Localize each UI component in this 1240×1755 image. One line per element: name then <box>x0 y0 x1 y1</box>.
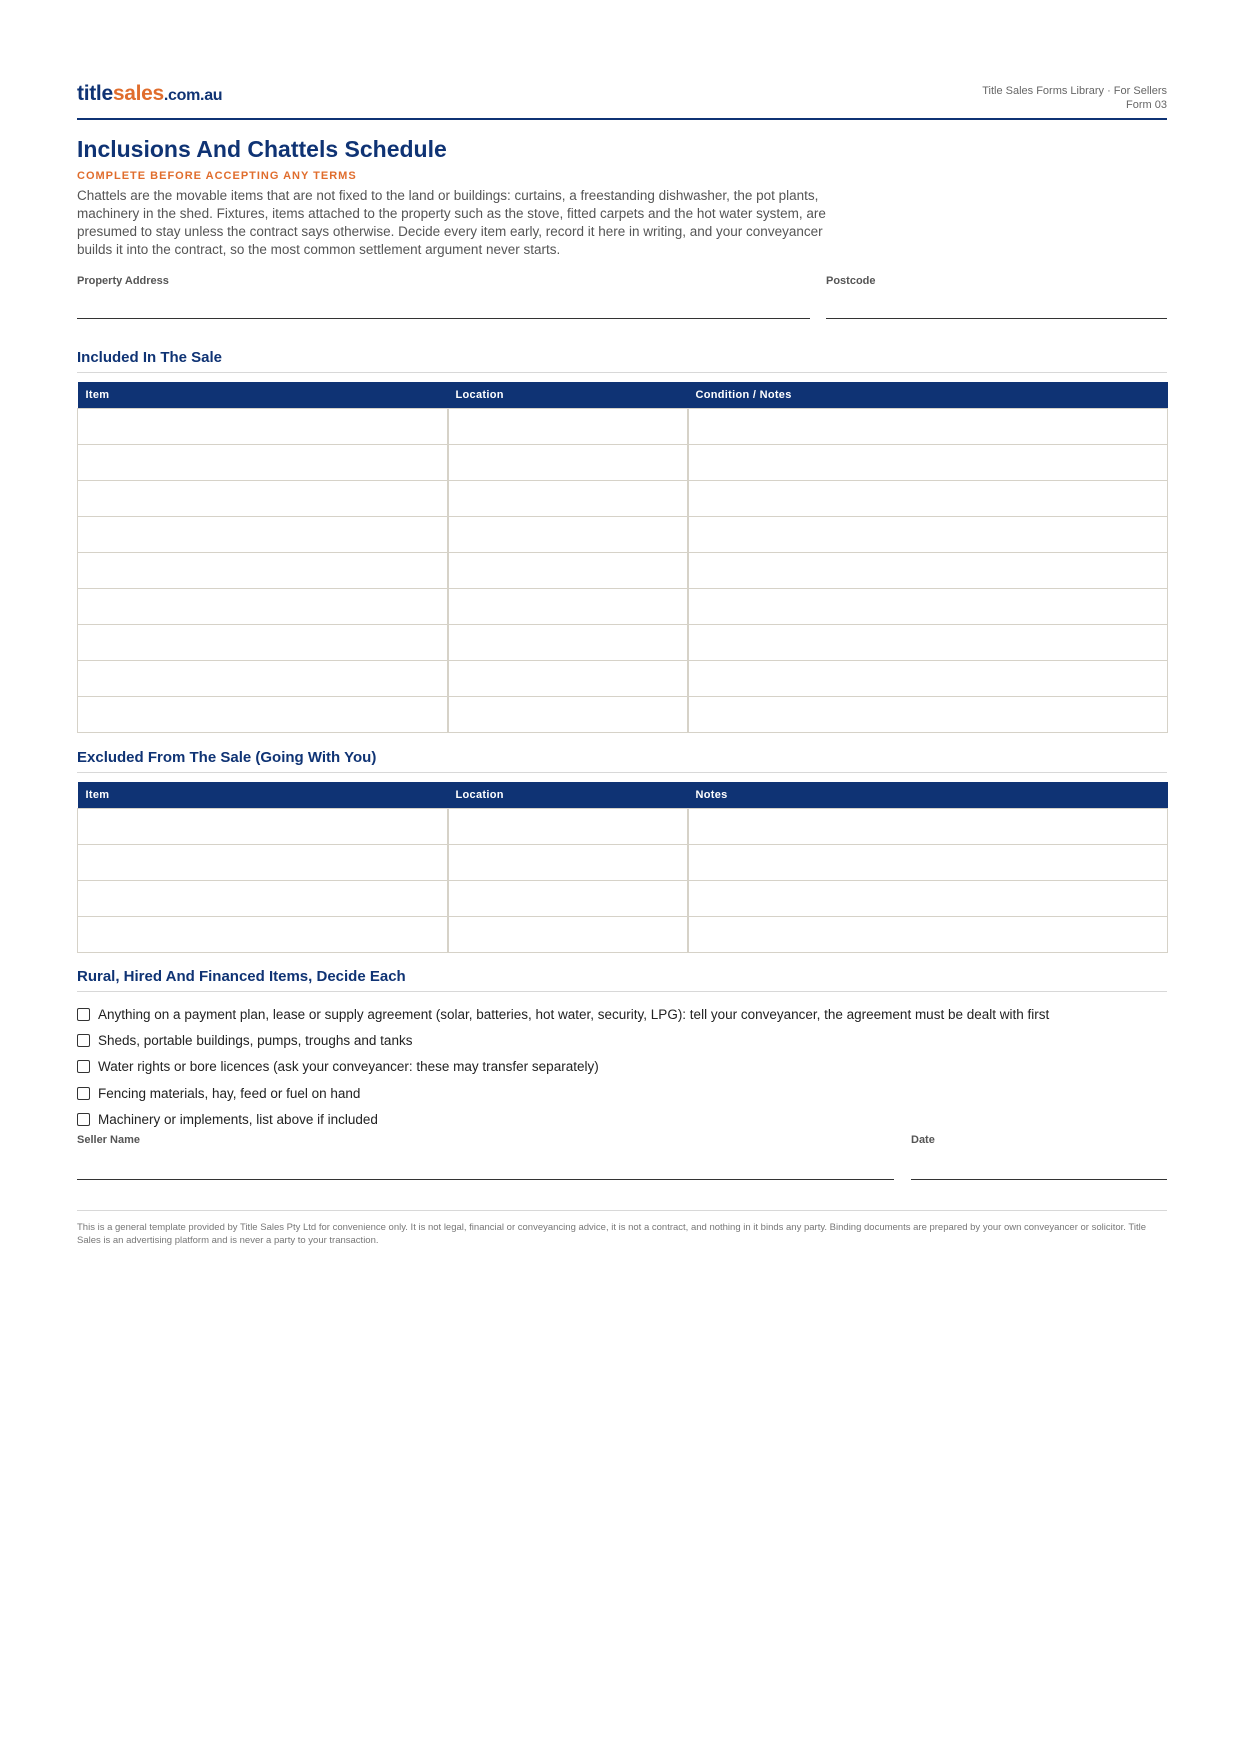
included-cell-location[interactable] <box>448 553 688 589</box>
excluded-table <box>77 782 1168 953</box>
checkbox-icon[interactable] <box>77 1008 90 1021</box>
checklist-label: Machinery or implements, list above if included <box>98 1111 378 1127</box>
page-header <box>77 78 1167 120</box>
excluded-cell-item[interactable] <box>78 881 448 917</box>
excluded-col-location: Location <box>448 782 688 809</box>
included-cell-item[interactable] <box>78 517 448 553</box>
included-col-location: Location <box>448 382 688 409</box>
excluded-cell-item[interactable] <box>78 809 448 845</box>
included-row <box>78 625 1168 661</box>
excluded-cell-location[interactable] <box>448 809 688 845</box>
checklist-label: Anything on a payment plan, lease or supply agreement (solar, batteries, hot water, security, LPG): tell your conveyancer, the agreement must be dealt with first <box>98 1006 1050 1022</box>
included-row <box>78 589 1168 625</box>
included-section-heading: Included In The Sale <box>77 349 1167 373</box>
included-cell-item[interactable] <box>78 409 448 445</box>
excluded-cell-notes[interactable] <box>688 845 1168 881</box>
excluded-row <box>78 845 1168 881</box>
included-row <box>78 517 1168 553</box>
included-cell-item[interactable] <box>78 589 448 625</box>
included-cell-notes[interactable] <box>688 517 1168 553</box>
included-col-notes: Condition / Notes <box>688 382 1168 409</box>
excluded-row <box>78 809 1168 845</box>
property-address-label: Property Address <box>77 275 169 287</box>
excluded-cell-location[interactable] <box>448 917 688 953</box>
included-cell-item[interactable] <box>78 553 448 589</box>
checkbox-icon[interactable] <box>77 1034 90 1047</box>
included-cell-location[interactable] <box>448 517 688 553</box>
included-row <box>78 553 1168 589</box>
excluded-col-notes: Notes <box>688 782 1168 809</box>
included-cell-item[interactable] <box>78 445 448 481</box>
date-field[interactable] <box>911 1179 1167 1180</box>
seller-name-label: Seller Name <box>77 1134 140 1146</box>
page-title: Inclusions And Chattels Schedule <box>77 136 447 162</box>
excluded-cell-notes[interactable] <box>688 809 1168 845</box>
checkbox-icon[interactable] <box>77 1060 90 1073</box>
excluded-row <box>78 917 1168 953</box>
excluded-cell-location[interactable] <box>448 845 688 881</box>
logo-part-sales: sales <box>112 82 164 105</box>
excluded-cell-notes[interactable] <box>688 917 1168 953</box>
excluded-section-heading: Excluded From The Sale (Going With You) <box>77 749 1167 773</box>
included-cell-notes[interactable] <box>688 661 1168 697</box>
included-row <box>78 481 1168 517</box>
rural-checklist-item[interactable] <box>77 1027 1167 1053</box>
included-table-body <box>78 409 1168 733</box>
excluded-col-item: Item <box>78 782 448 809</box>
included-cell-notes[interactable] <box>688 625 1168 661</box>
included-row <box>78 697 1168 733</box>
included-col-item: Item <box>78 382 448 409</box>
excluded-cell-item[interactable] <box>78 845 448 881</box>
included-table <box>77 382 1168 733</box>
included-cell-notes[interactable] <box>688 481 1168 517</box>
logo-part-domain: .com.au <box>163 87 223 104</box>
included-cell-item[interactable] <box>78 661 448 697</box>
postcode-label: Postcode <box>826 275 876 287</box>
included-cell-item[interactable] <box>78 625 448 661</box>
date-label: Date <box>911 1134 935 1146</box>
checkbox-icon[interactable] <box>77 1113 90 1126</box>
included-header-row <box>78 382 1168 409</box>
title-sales-logo[interactable] <box>77 82 222 106</box>
included-cell-location[interactable] <box>448 409 688 445</box>
excluded-header-row <box>78 782 1168 809</box>
intro-paragraph: Chattels are the movable items that are not fixed to the land or buildings: curtains, a freestanding dishwasher, the pot plants, machinery in the shed. Fixtures, items attached to the property such as the stove, fitted carpets and the hot water system, are presumed to stay unless the contract says otherwise. Decide every item early, record it here in writing, and your conveyancer builds it into the contract, so the most common settlement argument never starts. <box>77 188 826 257</box>
rural-checklist-item[interactable] <box>77 1054 1167 1080</box>
included-row <box>78 661 1168 697</box>
included-cell-location[interactable] <box>448 589 688 625</box>
page-subtitle: COMPLETE BEFORE ACCEPTING ANY TERMS <box>77 170 357 182</box>
excluded-row <box>78 881 1168 917</box>
included-cell-location[interactable] <box>448 481 688 517</box>
form-meta <box>982 84 1167 112</box>
seller-name-field[interactable] <box>77 1179 894 1180</box>
excluded-cell-location[interactable] <box>448 881 688 917</box>
included-cell-item[interactable] <box>78 481 448 517</box>
included-row <box>78 409 1168 445</box>
included-cell-location[interactable] <box>448 445 688 481</box>
checkbox-icon[interactable] <box>77 1087 90 1100</box>
library-label: Title Sales Forms Library · For Sellers <box>982 85 1167 97</box>
included-cell-notes[interactable] <box>688 445 1168 481</box>
included-cell-notes[interactable] <box>688 553 1168 589</box>
rural-checklist <box>77 1001 1167 1132</box>
included-cell-location[interactable] <box>448 661 688 697</box>
checklist-label: Sheds, portable buildings, pumps, troughs and tanks <box>98 1032 413 1048</box>
included-cell-notes[interactable] <box>688 589 1168 625</box>
rural-checklist-item[interactable] <box>77 1106 1167 1132</box>
included-cell-notes[interactable] <box>688 697 1168 733</box>
logo-part-title: title <box>77 82 113 105</box>
included-cell-location[interactable] <box>448 697 688 733</box>
checklist-label: Water rights or bore licences (ask your conveyancer: these may transfer separately) <box>98 1059 599 1075</box>
excluded-cell-item[interactable] <box>78 917 448 953</box>
rural-section-heading: Rural, Hired And Financed Items, Decide Each <box>77 968 1167 992</box>
checklist-label: Fencing materials, hay, feed or fuel on hand <box>98 1085 361 1101</box>
excluded-table-body <box>78 809 1168 953</box>
excluded-cell-notes[interactable] <box>688 881 1168 917</box>
included-cell-location[interactable] <box>448 625 688 661</box>
rural-checklist-item[interactable] <box>77 1001 1167 1027</box>
rural-checklist-item[interactable] <box>77 1080 1167 1106</box>
included-cell-item[interactable] <box>78 697 448 733</box>
form-number: Form 03 <box>1126 99 1167 111</box>
postcode-field[interactable] <box>826 318 1167 319</box>
included-cell-notes[interactable] <box>688 409 1168 445</box>
property-address-field[interactable] <box>77 318 810 319</box>
disclaimer: This is a general template provided by Title Sales Pty Ltd for convenience only. It is not legal, financial or conveyancing advice, it is not a contract, and nothing in it binds any party. Binding documents are prepared by your own conveyancer or solicitor. Title Sales is an advertising platform and is never a party to your transaction. <box>77 1210 1167 1247</box>
included-row <box>78 445 1168 481</box>
